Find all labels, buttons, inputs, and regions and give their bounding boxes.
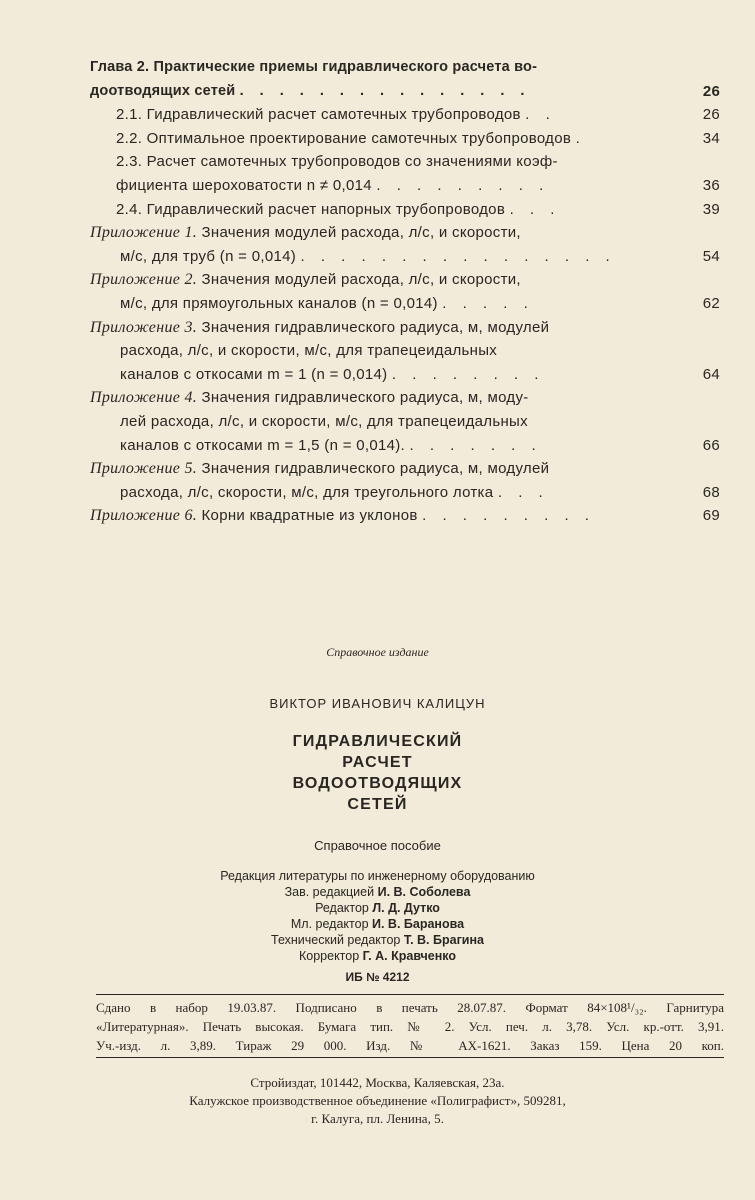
ib-number: ИБ № 4212: [345, 970, 410, 984]
toc-appendix: [90, 221, 720, 245]
leader-dots: . . . . . . . . . . . . . . .: [239, 82, 531, 99]
toc-section: [90, 103, 720, 127]
toc-page-number: 68: [702, 483, 720, 501]
toc-page-number: 69: [702, 507, 720, 525]
appendix-text: Значения гидравлического радиуса, м, модулей: [201, 318, 550, 336]
staff-name: Л. Д. Дутко: [372, 901, 440, 915]
print-imprint: [96, 998, 724, 1055]
appendix-text: Значения модулей расхода, л/с, и скорости,: [201, 271, 521, 289]
staff-line: [0, 932, 755, 948]
appendix-label: Приложение 2.: [90, 271, 198, 289]
toc-chapter-line-2: [90, 80, 720, 104]
title-line: ГИДРАВЛИЧЕСКИЙ: [292, 733, 463, 750]
toc-chapter-line-1: Глава 2. Практические приемы гидравлического расчета во-: [90, 59, 538, 75]
appendix-label: Приложение 4.: [90, 389, 198, 407]
appendix-text: Значения гидравлического радиуса, м, модулей: [201, 460, 550, 478]
toc-appendix: [90, 386, 720, 410]
toc-page-number: 66: [702, 436, 720, 454]
toc-page-number: 26: [702, 82, 720, 100]
imprint-line: «Литературная». Печать высокая. Бумага тип. № 2. Усл. печ. л. 3,78. Усл. кр.-отт. 3,91.: [96, 1019, 724, 1034]
staff-line: [0, 884, 755, 900]
toc-section: [90, 198, 720, 222]
toc-appendix-cont: [90, 434, 720, 458]
title-line: РАСЧЕТ: [342, 754, 413, 771]
toc-page-number: 36: [702, 176, 720, 194]
editorial-staff: [0, 868, 755, 964]
staff-line: [0, 868, 755, 884]
toc-page-number: 26: [702, 106, 720, 124]
appendix-text: каналов с откосами m = 1 (n = 0,014): [120, 365, 388, 383]
appendix-text: м/с, для прямоугольных каналов (n = 0,014): [120, 294, 438, 312]
leader-dots: .: [575, 129, 586, 147]
toc-chapter-title: доотводящих сетей: [90, 82, 236, 99]
staff-name: Г. А. Кравченко: [362, 949, 457, 963]
leader-dots: . . . . . . . . .: [422, 507, 595, 525]
toc-section: [90, 174, 720, 198]
table-of-contents: [90, 56, 720, 528]
divider: [96, 1057, 724, 1058]
divider: [96, 994, 724, 995]
publisher-line: г. Калуга, пл. Ленина, 5.: [311, 1111, 444, 1126]
imprint-line: Уч.-изд. л. 3,89. Тираж 29 000. Изд. № АХ-1621. Заказ 159. Цена 20 коп.: [96, 1038, 724, 1053]
toc-appendix-cont: [90, 363, 720, 387]
toc-page-number: 54: [702, 247, 720, 265]
toc-page-number: 39: [702, 200, 720, 218]
appendix-text: м/с, для труб (n = 0,014): [120, 247, 297, 265]
title-line: ВОДООТВОДЯЩИХ: [292, 775, 463, 792]
staff-name: И. В. Баранова: [372, 917, 465, 931]
publisher-line: Стройиздат, 101442, Москва, Каляевская, 23а.: [250, 1075, 505, 1090]
staff-role: Зав. редакцией: [284, 885, 375, 899]
book-title: [0, 731, 755, 815]
staff-line: [0, 900, 755, 916]
toc-appendix: [90, 268, 720, 292]
appendix-text: Корни квадратные из уклонов: [201, 507, 418, 525]
toc-appendix: [90, 504, 720, 528]
title-line: СЕТЕЙ: [347, 796, 408, 813]
appendix-label: Приложение 5.: [90, 460, 198, 478]
leader-dots: . .: [525, 106, 556, 124]
toc-appendix-cont: [90, 481, 720, 505]
staff-line: [0, 916, 755, 932]
edition-type: Справочное издание: [326, 645, 429, 659]
toc-section: [90, 127, 720, 151]
leader-dots: . . . . . . .: [409, 436, 542, 454]
staff-role: Мл. редактор: [290, 917, 369, 931]
toc-appendix-cont: лей расхода, л/с, и скорости, м/с, для трапецеидальных: [120, 412, 528, 430]
toc-appendix-cont: [90, 245, 720, 269]
staff-role: Технический редактор: [271, 933, 401, 947]
appendix-label: Приложение 3.: [90, 318, 198, 336]
staff-name: Т. В. Брагина: [403, 933, 484, 947]
toc-appendix: [90, 316, 720, 340]
toc-section-line-1: 2.3. Расчет самотечных трубопроводов со значениями коэф-: [116, 153, 558, 171]
appendix-label: Приложение 1.: [90, 224, 198, 242]
imprint-line: Сдано в набор 19.03.87. Подписано в печать 28.07.87. Формат 84×108¹/₃₂. Гарнитура: [96, 1000, 724, 1015]
toc-section-text: 2.4. Гидравлический расчет напорных трубопроводов: [116, 200, 506, 218]
leader-dots: . . . . . . . .: [391, 365, 545, 383]
toc-appendix: [90, 457, 720, 481]
appendix-text: расхода, л/с, скорости, м/с, для треугольного лотка: [120, 483, 494, 501]
staff-line: [0, 948, 755, 964]
book-subtitle: Справочное пособие: [314, 838, 441, 853]
toc-page-number: 34: [702, 129, 720, 147]
staff-role: Корректор: [298, 949, 360, 963]
appendix-text: Значения гидравлического радиуса, м, моду-: [201, 389, 529, 407]
toc-page-number: 64: [702, 365, 720, 383]
toc-appendix-cont: расхода, л/с, и скорости, м/с, для трапецеидальных: [120, 342, 498, 360]
appendix-text: Значения модулей расхода, л/с, и скорости,: [201, 224, 521, 242]
publisher-line: Калужское производственное объединение «Полиграфист», 509281,: [189, 1093, 566, 1108]
author-name: ВИКТОР ИВАНОВИЧ КАЛИЦУН: [269, 696, 486, 711]
leader-dots: . . .: [497, 483, 549, 501]
publisher-info: [0, 1074, 755, 1128]
staff-name: И. В. Соболева: [377, 885, 471, 899]
leader-dots: . . . . . . . . .: [376, 176, 550, 194]
toc-section-text: 2.2. Оптимальное проектирование самотечных трубопроводов: [116, 129, 572, 147]
staff-role: Редактор: [315, 901, 369, 915]
leader-dots: . . . . .: [442, 294, 534, 312]
appendix-text: каналов с откосами m = 1,5 (n = 0,014).: [120, 436, 406, 454]
leader-dots: . . . . . . . . . . . . . . . .: [300, 247, 616, 265]
toc-section-text: фициента шероховатости n ≠ 0,014: [116, 176, 372, 194]
toc-page-number: 62: [702, 294, 720, 312]
toc-appendix-cont: [90, 292, 720, 316]
leader-dots: . . .: [509, 200, 561, 218]
appendix-label: Приложение 6.: [90, 507, 198, 525]
toc-section-text: 2.1. Гидравлический расчет самотечных трубопроводов: [116, 106, 521, 124]
staff-role: Редакция литературы по инженерному оборудованию: [220, 869, 535, 883]
